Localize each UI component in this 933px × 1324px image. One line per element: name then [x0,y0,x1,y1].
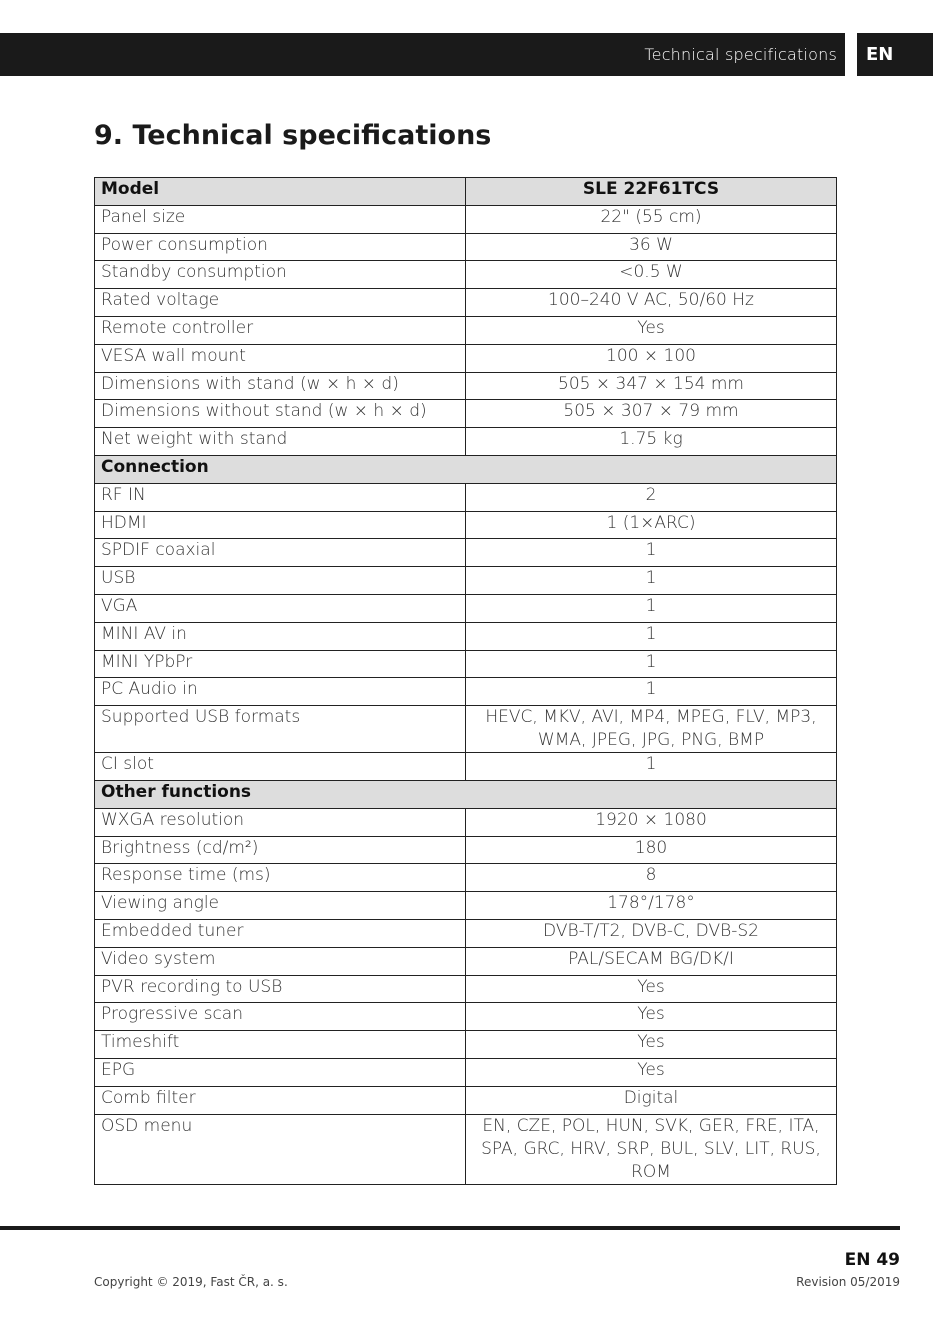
spec-value: 1 [466,678,837,706]
spec-label: Response time (ms) [95,864,466,892]
spec-value: <0.5 W [466,261,837,289]
spec-label: EPG [95,1058,466,1086]
header-title: Technical specifications [644,45,837,64]
table-row [95,864,837,892]
spec-label: Supported USB formats [95,706,466,753]
spec-label: OSD menu [95,1114,466,1184]
spec-value: 1 [466,753,837,781]
spec-value: 1 [466,594,837,622]
spec-value: 100–240 V AC, 50/60 Hz [466,289,837,317]
spec-value: EN, CZE, POL, HUN, SVK, GER, FRE, ITA, SPA, GRC, HRV, SRP, BUL, SLV, LIT, RUS, ROM [466,1114,837,1184]
language-tab: EN [857,33,933,76]
table-row [95,753,837,781]
spec-label: WXGA resolution [95,808,466,836]
spec-label: Standby consumption [95,261,466,289]
page-title: 9. Technical specifications [94,120,492,151]
spec-value: 1 [466,567,837,595]
spec-value: 505 × 347 × 154 mm [466,372,837,400]
spec-value: 505 × 307 × 79 mm [466,400,837,428]
table-row [95,483,837,511]
spec-label: VGA [95,594,466,622]
spec-label: Remote controller [95,316,466,344]
table-row [95,539,837,567]
spec-value: 180 [466,836,837,864]
table-row [95,678,837,706]
model-label: Model [95,178,466,206]
spec-label: Rated voltage [95,289,466,317]
spec-table [94,177,837,1185]
spec-value: 1 [466,622,837,650]
table-row [95,400,837,428]
table-row [95,919,837,947]
spec-value: 1 [466,650,837,678]
spec-label: Dimensions without stand (w × h × d) [95,400,466,428]
spec-label: Brightness (cd/m²) [95,836,466,864]
spec-label: Embedded tuner [95,919,466,947]
page-number: EN 49 [844,1250,900,1270]
table-row [95,947,837,975]
table-row [95,511,837,539]
spec-value: 36 W [466,233,837,261]
table-row [95,1114,837,1184]
spec-label: CI slot [95,753,466,781]
spec-value: DVB-T/T2, DVB-C, DVB-S2 [466,919,837,947]
table-row [95,594,837,622]
spec-label: Panel size [95,205,466,233]
spec-value: 1 (1×ARC) [466,511,837,539]
section-other-functions [95,780,837,808]
table-row [95,261,837,289]
spec-value: Digital [466,1086,837,1114]
footer-rule [0,1226,900,1230]
spec-label: Viewing angle [95,892,466,920]
spec-value: 22" (55 cm) [466,205,837,233]
spec-value: Yes [466,1031,837,1059]
table-row [95,233,837,261]
table-row [95,650,837,678]
spec-label: VESA wall mount [95,344,466,372]
table-row [95,289,837,317]
section-connection [95,455,837,483]
table-row [95,205,837,233]
table-row [95,892,837,920]
spec-value: 8 [466,864,837,892]
spec-value: 1.75 kg [466,428,837,456]
table-row [95,344,837,372]
spec-value: Yes [466,1058,837,1086]
spec-label: USB [95,567,466,595]
spec-value: 1 [466,539,837,567]
spec-label: PC Audio in [95,678,466,706]
model-value: SLE 22F61TCS [466,178,837,206]
spec-label: PVR recording to USB [95,975,466,1003]
spec-value: 100 × 100 [466,344,837,372]
spec-label: Progressive scan [95,1003,466,1031]
table-row [95,622,837,650]
table-row [95,1031,837,1059]
spec-value: Yes [466,316,837,344]
header-bar [0,33,845,76]
spec-value: 178°/178° [466,892,837,920]
spec-label: Power consumption [95,233,466,261]
spec-label: MINI YPbPr [95,650,466,678]
spec-value: Yes [466,1003,837,1031]
spec-label: Comb filter [95,1086,466,1114]
section-title: Other functions [95,780,837,808]
spec-label: HDMI [95,511,466,539]
table-row [95,1086,837,1114]
spec-label: MINI AV in [95,622,466,650]
spec-value: PAL/SECAM BG/DK/I [466,947,837,975]
table-row [95,836,837,864]
spec-value: HEVC, MKV, AVI, MP4, MPEG, FLV, MP3, WMA, JPEG, JPG, PNG, BMP [466,706,837,753]
table-row [95,567,837,595]
copyright-text: Copyright © 2019, Fast ČR, a. s. [94,1275,288,1289]
spec-label: Net weight with stand [95,428,466,456]
table-row [95,1003,837,1031]
table-row [95,372,837,400]
spec-value: 1920 × 1080 [466,808,837,836]
table-row [95,428,837,456]
table-row [95,1058,837,1086]
table-header-row [95,178,837,206]
section-title: Connection [95,455,837,483]
spec-label: Timeshift [95,1031,466,1059]
spec-label: Dimensions with stand (w × h × d) [95,372,466,400]
table-row [95,706,837,753]
spec-label: RF IN [95,483,466,511]
spec-label: Video system [95,947,466,975]
spec-value: 2 [466,483,837,511]
table-row [95,316,837,344]
spec-label: SPDIF coaxial [95,539,466,567]
table-row [95,975,837,1003]
table-row [95,808,837,836]
revision-text: Revision 05/2019 [796,1275,900,1289]
spec-value: Yes [466,975,837,1003]
